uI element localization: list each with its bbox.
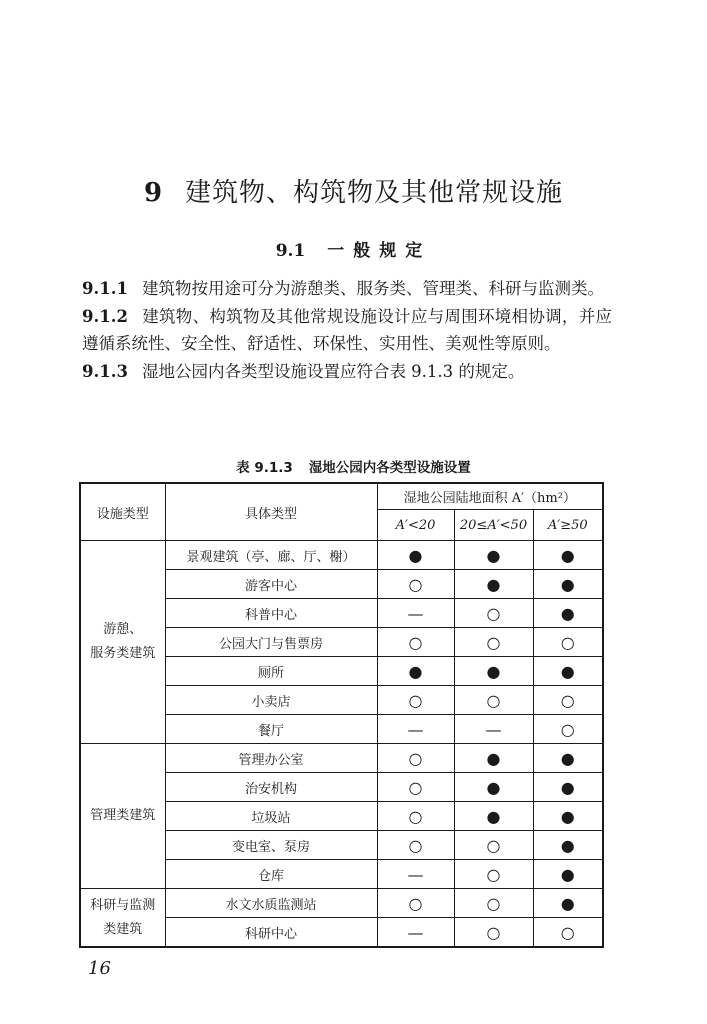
specific-type-cell: 科普中心	[165, 599, 377, 628]
requirement-cell: ●	[533, 599, 603, 628]
requirement-cell: ●	[533, 657, 603, 686]
requirement-cell: ●	[533, 744, 603, 773]
requirement-cell: ○	[533, 715, 603, 744]
header-area-col: A′≥50	[533, 510, 603, 541]
requirement-cell: ●	[533, 570, 603, 599]
requirement-cell: ●	[533, 773, 603, 802]
requirement-cell: ○	[377, 570, 454, 599]
specific-type-cell: 景观建筑（亭、廊、厅、榭）	[165, 541, 377, 570]
section-title	[0, 236, 707, 261]
header-area-group: 湿地公园陆地面积 A′（hm²）	[377, 483, 603, 510]
chapter-number: 9	[143, 178, 164, 208]
specific-type-cell: 科研中心	[165, 918, 377, 948]
table-number: 表 9.1.3	[236, 460, 293, 476]
requirement-cell: ●	[454, 802, 533, 831]
requirement-cell: —	[454, 715, 533, 744]
requirement-cell: ●	[377, 541, 454, 570]
requirement-cell: —	[377, 860, 454, 889]
specific-type-cell: 治安机构	[165, 773, 377, 802]
specific-type-cell: 水文水质监测站	[165, 889, 377, 918]
group-name-cell: 管理类建筑	[80, 744, 165, 889]
body-text	[82, 275, 612, 385]
header-area-col: A′<20	[377, 510, 454, 541]
clause-paragraph	[82, 358, 612, 386]
clause-text: 湿地公园内各类型设施设置应符合表 9.1.3 的规定。	[141, 361, 525, 381]
requirement-cell: ○	[454, 831, 533, 860]
requirement-cell: ●	[454, 773, 533, 802]
page-number: 16	[88, 958, 111, 979]
table-row	[80, 889, 603, 918]
table-title: 湿地公园内各类型设施设置	[308, 460, 471, 476]
table-row	[80, 541, 603, 570]
clause-number: 9.1.3	[82, 361, 128, 381]
specific-type-cell: 餐厅	[165, 715, 377, 744]
header-facility-type: 设施类型	[80, 483, 165, 541]
requirement-cell: ○	[454, 599, 533, 628]
requirement-cell: ●	[454, 744, 533, 773]
header-area-col: 20≤A′<50	[454, 510, 533, 541]
requirement-cell: —	[377, 599, 454, 628]
clause-text: 建筑物、构筑物及其他常规设施设计应与周围环境相协调，并应遵循系统性、安全性、舒适性、环保性、实用性、美观性等原则。	[82, 306, 612, 353]
requirement-cell: ○	[533, 686, 603, 715]
specific-type-cell: 变电室、泵房	[165, 831, 377, 860]
requirement-cell: ○	[377, 889, 454, 918]
requirement-cell: ○	[377, 773, 454, 802]
requirement-cell: ○	[454, 889, 533, 918]
requirement-cell: ○	[377, 802, 454, 831]
specific-type-cell: 厕所	[165, 657, 377, 686]
requirement-cell: ○	[377, 831, 454, 860]
specific-type-cell: 小卖店	[165, 686, 377, 715]
table-caption	[0, 456, 707, 476]
header-row	[80, 483, 603, 510]
requirement-cell: —	[377, 918, 454, 948]
requirement-cell: ●	[454, 541, 533, 570]
requirement-cell: ○	[377, 628, 454, 657]
table-row	[80, 744, 603, 773]
specific-type-cell: 公园大门与售票房	[165, 628, 377, 657]
specific-type-cell: 仓库	[165, 860, 377, 889]
requirement-cell: ●	[533, 831, 603, 860]
requirement-cell: ●	[533, 541, 603, 570]
requirement-cell: ●	[533, 860, 603, 889]
requirement-cell: ●	[533, 889, 603, 918]
clause-number: 9.1.1	[82, 279, 128, 298]
chapter-title	[0, 172, 707, 209]
requirement-cell: ○	[377, 686, 454, 715]
requirement-cell: ○	[454, 628, 533, 657]
facilities-table	[79, 482, 604, 948]
clause-number: 9.1.2	[82, 306, 128, 326]
clause-paragraph	[82, 303, 612, 358]
requirement-cell: —	[377, 715, 454, 744]
requirement-cell: ●	[454, 570, 533, 599]
specific-type-cell: 游客中心	[165, 570, 377, 599]
requirement-cell: ○	[533, 918, 603, 948]
requirement-cell: ○	[377, 744, 454, 773]
section-title-text: 一般规定	[327, 241, 432, 261]
requirement-cell: ●	[533, 802, 603, 831]
requirement-cell: ○	[533, 628, 603, 657]
group-name-cell: 科研与监测 类建筑	[80, 889, 165, 948]
group-name-cell: 游憩、 服务类建筑	[80, 541, 165, 744]
chapter-title-text: 建筑物、构筑物及其他常规设施	[185, 178, 564, 208]
clause-text: 建筑物按用途可分为游憩类、服务类、管理类、科研与监测类。	[141, 279, 604, 298]
requirement-cell: ○	[454, 918, 533, 948]
specific-type-cell: 管理办公室	[165, 744, 377, 773]
requirement-cell: ●	[454, 657, 533, 686]
requirement-cell: ●	[377, 657, 454, 686]
clause-paragraph	[82, 275, 612, 303]
specific-type-cell: 垃圾站	[165, 802, 377, 831]
requirement-cell: ○	[454, 860, 533, 889]
header-specific-type: 具体类型	[165, 483, 377, 541]
requirement-cell: ○	[454, 686, 533, 715]
table-body	[80, 483, 603, 947]
section-number: 9.1	[275, 241, 306, 261]
